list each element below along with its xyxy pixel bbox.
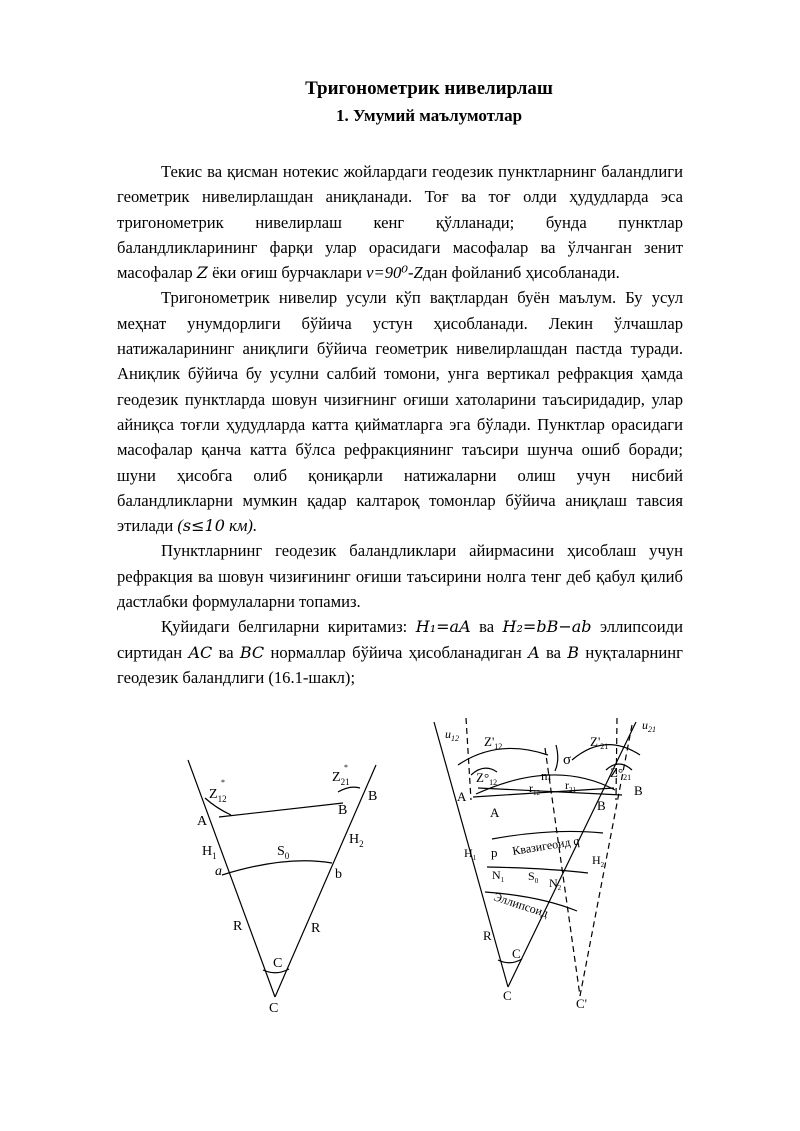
label-a-small: a — [215, 864, 222, 879]
label-quasigeoid: Квазигеоид q — [511, 833, 581, 858]
distance-condition: s≤10 — [182, 516, 225, 536]
label-c-prime: C' — [576, 996, 588, 1011]
body-text — [117, 159, 683, 690]
label-s0-right: S — [528, 869, 535, 883]
cond-unit: км — [229, 516, 248, 536]
label-h1-right: H — [464, 846, 473, 860]
p4-text-a: Қуйидаги белгиларни киритамиз: — [161, 617, 408, 637]
svg-text:u12 — [445, 727, 459, 743]
label-c-angle: C — [273, 956, 283, 971]
symbol-ac: AC — [188, 642, 213, 662]
label-n1: N — [492, 868, 501, 882]
label-n2: N — [549, 876, 558, 890]
p4-and-3: ва — [545, 642, 561, 662]
arc-s0 — [222, 861, 332, 875]
label-z21: Z — [332, 770, 341, 785]
label-c-angle-right: C — [512, 946, 521, 961]
angle-sigma-arc — [555, 745, 558, 771]
page-title: Тригонометрик нивелирлаш — [305, 78, 553, 99]
paragraph-4 — [117, 614, 683, 690]
label-h1-right-sub: 1 — [472, 854, 477, 862]
label-u12-sub: 12 — [451, 734, 459, 743]
normal-ac-prime-line — [580, 725, 632, 996]
label-c-point: C — [269, 1001, 279, 1016]
label-p: p — [491, 845, 498, 860]
svg-text:Z21 — [332, 770, 350, 787]
left-figure-labels — [197, 763, 377, 1016]
formula-h2: H₂=bB−ab — [502, 617, 592, 637]
cond-close: ). — [247, 516, 258, 536]
label-r21-sub: 21 — [569, 786, 576, 794]
svg-text:Z'21 — [590, 734, 608, 751]
label-z21-sub: 21 — [340, 777, 350, 787]
label-z12-zero-sub: 12 — [489, 778, 498, 787]
label-s0-right-sub: 0 — [534, 877, 539, 885]
formula-h1: H₁=aA — [415, 617, 471, 637]
svg-text:H2 — [592, 853, 605, 869]
label-a-point: A — [197, 814, 208, 829]
p4-text-b: эллипсоиди сиртидан — [117, 617, 683, 662]
label-r21: r — [565, 778, 569, 792]
label-h2-right: H — [592, 853, 601, 867]
svg-text:H1 — [202, 844, 217, 861]
svg-text:u21 — [642, 718, 656, 734]
label-z12-sup: * — [221, 778, 225, 787]
label-b-inner-right: B — [597, 798, 606, 813]
label-z21-zero-sub: 21 — [623, 773, 632, 782]
p4-and-1: ва — [479, 617, 495, 637]
label-n1-sub: 1 — [500, 876, 505, 884]
label-b-outer-right: B — [634, 783, 643, 798]
chord-ab-line — [219, 803, 343, 817]
label-r12-sub: 12 — [533, 789, 540, 797]
label-z12-zero: Z° — [476, 770, 490, 785]
label-z12-prime-sub: 12 — [494, 742, 503, 751]
label-a-inner: A — [490, 805, 500, 820]
angle-z21-arc — [338, 787, 360, 792]
paragraph-3: Пунктларнинг геодезик баландликлари айирмасини ҳисоблаш учун рефракция ва шовун чизиғининг оғиши таъсирини нолга тенг деб қабул қилиб дастлабки формулаларни топамиз. — [117, 541, 683, 612]
label-z12-prime: Z' — [484, 734, 495, 749]
z-symbol: Z — [196, 263, 208, 283]
figure-16-1 — [0, 700, 800, 1030]
label-h2-right-sub: 2 — [600, 861, 605, 869]
p1-text-b: ёки оғиш бурчаклари — [212, 263, 363, 283]
svg-text:Z'12 — [484, 734, 502, 751]
label-z21-prime-sub: 21 — [600, 742, 609, 751]
label-h2-sub: 2 — [359, 839, 364, 849]
label-b-outer: B — [368, 789, 378, 804]
p1-text-c: дан фойланиб ҳисобланади. — [422, 263, 620, 283]
label-r-left: R — [233, 919, 243, 934]
label-h2: H — [349, 832, 360, 847]
normal-bc-line — [275, 765, 376, 997]
svg-text:r12 — [529, 781, 541, 797]
label-z21-prime: Z' — [590, 734, 601, 749]
svg-text:Z12 — [209, 787, 227, 804]
label-u21: u — [642, 718, 648, 732]
p4-text-d: нуқталарнинг геодезик баландлиги (16.1-шакл); — [117, 642, 683, 687]
label-c-point-right: C — [503, 988, 512, 1003]
label-r-right: R — [311, 921, 321, 936]
svg-text:H2 — [349, 832, 364, 849]
formula-nu: ν=90⁰-Z — [366, 263, 423, 283]
label-h1: H — [202, 844, 213, 859]
svg-text:S0 — [528, 869, 539, 885]
vertical-u21-line — [616, 718, 617, 800]
label-sigma: σ — [563, 752, 572, 768]
cond-open: ( — [177, 516, 183, 536]
svg-text:Z°12 — [476, 770, 497, 787]
label-u12: u — [445, 727, 451, 741]
label-h1-sub: 1 — [212, 851, 217, 861]
p4-text-c: нормаллар бўйича ҳисобланадиган — [270, 642, 522, 662]
label-a-outer: A — [457, 789, 467, 804]
mid-curve — [487, 867, 588, 873]
label-z12-sub: 12 — [217, 794, 227, 804]
label-z12: Z — [209, 787, 218, 802]
symbol-bc: BC — [239, 642, 265, 662]
angle-z12p-arc — [458, 748, 548, 765]
section-heading: 1. Умумий маълумотлар — [335, 106, 523, 125]
svg-text:r21 — [565, 778, 577, 794]
label-z21-sup: * — [344, 763, 348, 772]
label-ellipsoid: Эллипсоид — [492, 889, 551, 921]
label-r-right-fig: R — [483, 928, 492, 943]
svg-text:S0 — [277, 844, 290, 861]
svg-text:N2 — [549, 876, 562, 892]
label-b-small: b — [335, 867, 342, 882]
symbol-a: A — [528, 642, 540, 662]
p4-and-2: ва — [218, 642, 234, 662]
p1-text-a: Текис ва қисман нотекис жойлардаги геодезик пунктларнинг баландлиги геометрик нивелирлашдан аниқланади. Тоғ ва тоғ олди ҳудудларда эса тригонометрик нивелирлаш кенг қўлланади; бунда пунктлар баландликларининг фарқи улар орасидаги масофалар ва ўлчанган зенит масофалар — [117, 162, 683, 283]
label-n2-sub: 2 — [557, 884, 562, 892]
label-b-inner: B — [338, 803, 348, 818]
right-figure-labels — [445, 718, 656, 1011]
label-s0-sub: 0 — [284, 851, 290, 861]
label-z21-zero: Z° — [610, 765, 624, 780]
label-m: m — [541, 768, 552, 783]
label-u21-sub: 21 — [648, 725, 656, 734]
paragraph-2 — [117, 285, 683, 538]
symbol-b: B — [567, 642, 580, 662]
label-s0: S — [277, 844, 285, 859]
svg-text:N1 — [492, 868, 505, 884]
p2-text-a: Тригонометрик нивелир усули кўп вақтлардан буён маълум. Бу усул меҳнат унумдорлиги бўйича устун ҳисобланади. Лекин ўлчашлар натижаларининг аниқлиги бўйича геометрик нивелирлашдан пастда туради. Аниқлик бўйича бу усулни салбий томони, унга вертикал рефракция ҳамда геодезик пунктларда шовун чизиғнинг оғиши хатоларини таъсиридадир, улар айниқса тоғли ҳудудларда катта қийматларга эга бўлади. Пунктлар орасидаги масофалар қанча катта бўлса рефракциянинг таъсири шунча ошиб боради; шуни ҳисобга олиб қониқарли натижаларни олиш учун нисбий баландликларни мумкин қадар калтароқ томонлар бўйича аниқлаш тавсия этилади — [117, 288, 683, 536]
paragraph-1 — [117, 159, 683, 285]
label-r12: r — [529, 781, 533, 795]
normal-ac-line — [188, 760, 275, 997]
svg-text:H1 — [464, 846, 477, 862]
